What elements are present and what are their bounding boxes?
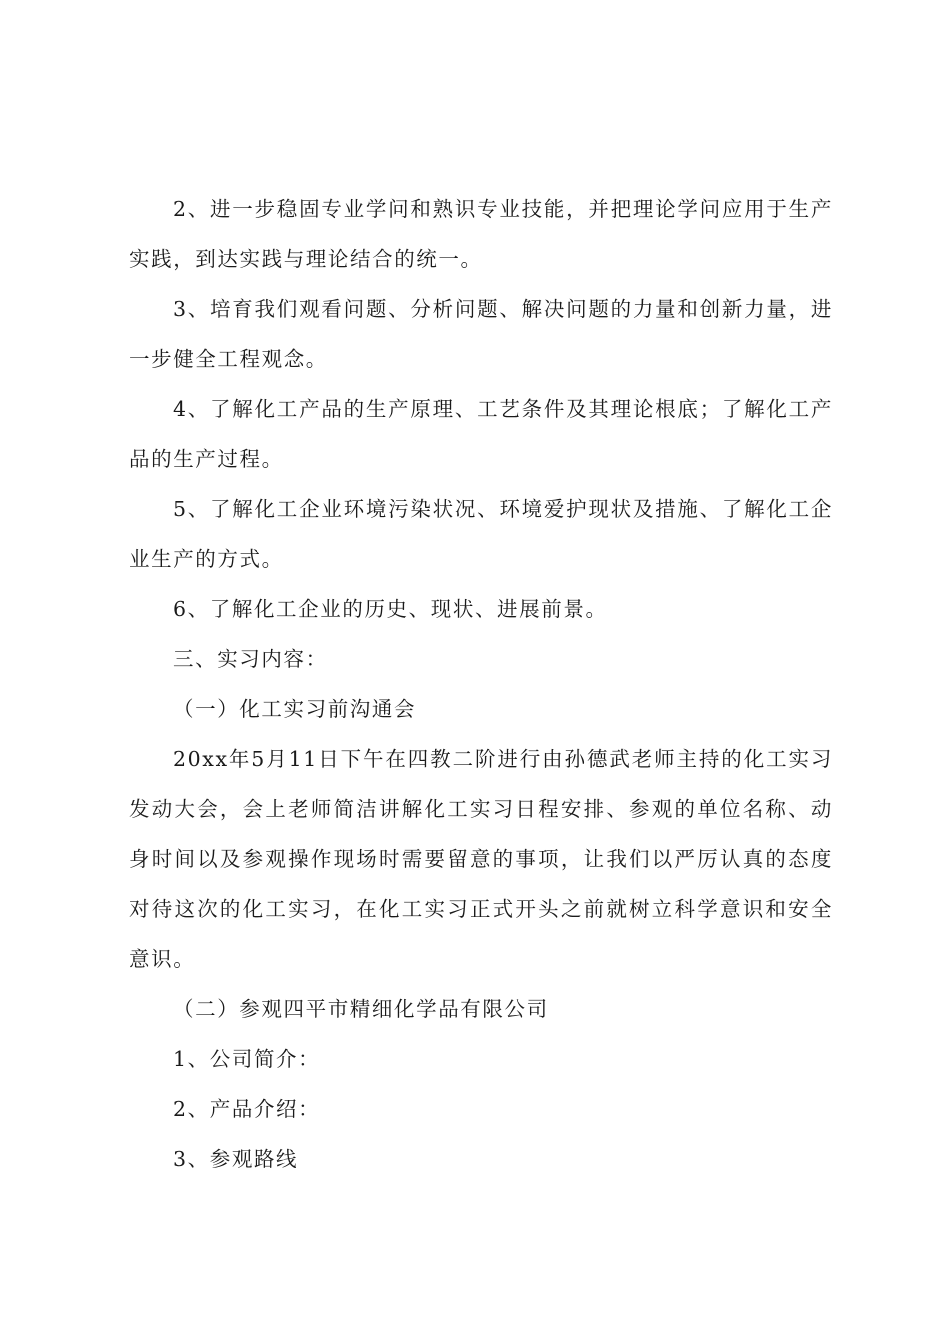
- subsection-heading-company-visit: （二）参观四平市精细化学品有限公司: [173, 997, 549, 1021]
- paragraph-goal-3: 3、培育我们观看问题、分析问题、解决问题的力量和创新力量，进一步健全工程观念。: [129, 297, 833, 371]
- list-item-visit-route: 3、参观路线: [173, 1147, 299, 1171]
- list-item-company-intro: 1、公司简介：: [173, 1047, 321, 1071]
- paragraph-goal-5: 5、了解化工企业环境污染状况、环境爱护现状及措施、了解化工企业生产的方式。: [129, 497, 833, 571]
- paragraph-meeting-description: 20xx年5月11日下午在四教二阶进行由孙德武老师主持的化工实习发动大会，会上老师简洁讲解化工实习日程安排、参观的单位名称、动身时间以及参观操作现场时需要留意的事项，让我们以严厉认真的态度对待这次的化工实习，在化工实习正式开头之前就树立科学意识和安全意识。: [129, 747, 833, 971]
- subsection-heading-pre-meeting: （一）化工实习前沟通会: [173, 697, 417, 721]
- paragraph-goal-2: 2、进一步稳固专业学问和熟识专业技能，并把理论学问应用于生产实践，到达实践与理论结合的统一。: [129, 197, 833, 271]
- document-body: [129, 184, 833, 1184]
- list-item-product-intro: 2、产品介绍：: [173, 1097, 321, 1121]
- paragraph-goal-6: 6、了解化工企业的历史、现状、进展前景。: [173, 597, 608, 621]
- paragraph-goal-4: 4、了解化工产品的生产原理、工艺条件及其理论根底；了解化工产品的生产过程。: [129, 397, 833, 471]
- section-heading-internship-content: 三、实习内容：: [173, 647, 328, 671]
